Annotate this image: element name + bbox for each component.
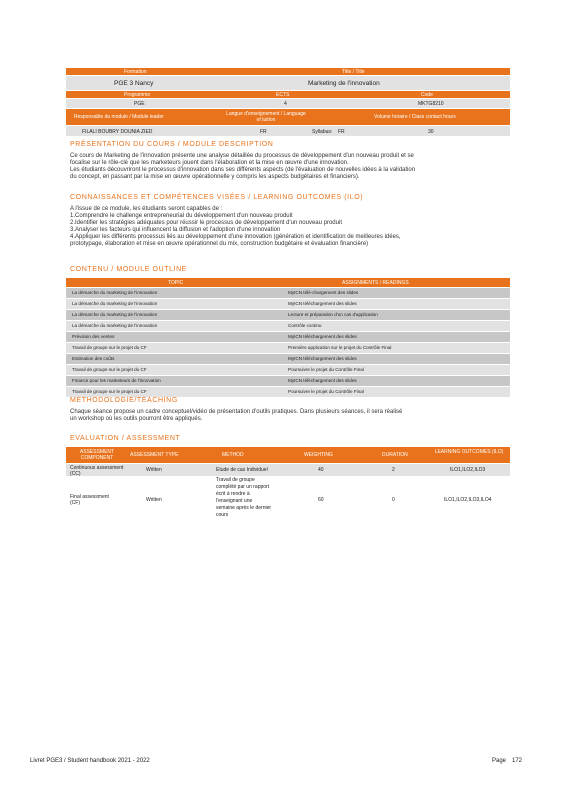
methodology-line: un workshop où les outils pourront être appliqués. <box>70 416 203 422</box>
responsable-value-row <box>66 126 510 136</box>
outline-assignment: MyICN téléchargement des slides <box>288 356 357 361</box>
outcomes-column-header: LEARNING OUTCOMES (ILO) <box>434 449 504 455</box>
presentation-line: Les étudiants découvriront le processus d'innovation dans ses différents aspects (de l'évaluation de nouvelles idées à la validation <box>70 167 416 173</box>
competences-line: A l'issue de ce module, les étudiants seront capables de : <box>70 206 223 212</box>
responsable-value: FILALI BOUBRY DOUNIA ZIED <box>82 129 153 135</box>
method-column-header: METHOD <box>222 452 244 458</box>
weighting-column-header: WEIGHTING <box>304 452 333 458</box>
evaluation-component: Continuous assessment (CC) <box>70 465 124 477</box>
ects-value: 4 <box>284 101 287 107</box>
outline-topic: Travail de groupe sur le projet du CF <box>72 345 147 350</box>
outline-topic: La démarche du marketing de l'innovation <box>72 312 158 317</box>
outline-topic: Estimation des coûts <box>72 356 115 361</box>
assessment-type-column-header: ASSESSMENT TYPE <box>130 452 179 458</box>
outline-row <box>66 299 510 310</box>
presentation-heading: PRÉSENTATION DU COURS / MODULE DESCRIPTION <box>70 141 274 148</box>
outline-row <box>66 376 510 387</box>
evaluation-method: Travail de groupe complété par un rapport écrit à rendre à l'enseignant une semaine après le dernier cours <box>216 477 272 518</box>
ects-label: ECTS <box>276 92 290 98</box>
evaluation-type: Written <box>146 467 162 473</box>
formation-value: PGE 3 Nancy <box>114 80 154 87</box>
evaluation-outcomes: ILO1,ILO2,ILO3 <box>450 467 486 473</box>
responsable-label: Responsable du module / Module leader <box>74 114 164 120</box>
outline-topic: La démarche du marketing de l'innovation <box>72 290 158 295</box>
outline-assignment: MyICN téléchargement des slides <box>288 378 357 383</box>
programme-label-row <box>66 91 510 98</box>
methodology-line: Chaque séance propose un cadre conceptuel/vidéo de présentation d'outils pratiques. Dans plusieurs séances, il sera réalisé <box>70 409 403 415</box>
competences-line: 4.Appliquer les différents processus liés au développement d'une innovation (génération et identification de meilleures idées, <box>70 234 401 240</box>
outline-topic: Prévision des ventes <box>72 334 115 339</box>
title-label: Title / Title <box>342 69 365 75</box>
duration-column-header: DURATION <box>382 452 408 458</box>
assignments-column-header: ASSIGNMENTS / READINGS <box>342 280 409 286</box>
competences-line: 2.Identifier les stratégies adéquates pour réussir le processus de développement d'un nouveau produit <box>70 220 342 226</box>
outline-assignment: Poursuivre le projet du Contrôle Final <box>288 367 364 372</box>
formation-label: Formation <box>124 69 147 75</box>
outline-row <box>66 332 510 343</box>
outline-assignment: Lecture et préparation d'un cas d'application <box>288 312 378 317</box>
header-value-row <box>66 76 510 90</box>
methodology-heading: METHODOLOGIE/TEACHING <box>70 397 178 404</box>
outline-topic: Travail de groupe sur le projet du CF <box>72 389 147 394</box>
competences-line: 3.Analyser les facteurs qui influencent la diffusion et l'adoption d'une innovation <box>70 227 281 233</box>
evaluation-heading: EVALUATION / ASSESSMENT <box>70 435 181 442</box>
language-value: FR <box>260 129 267 135</box>
programme-value: PGE <box>134 101 145 107</box>
outline-row <box>66 321 510 332</box>
competences-line: prototypage, élaboration et mise en œuvre opérationnel du mix, construction budgétaire et évaluation financière) <box>70 241 369 247</box>
header-label-row <box>66 68 510 75</box>
evaluation-type: Written <box>146 497 162 503</box>
outline-topic: Finance pour les marketeurs de l'innovation <box>72 378 161 383</box>
evaluation-header-row <box>66 447 510 463</box>
outline-topic: Travail de groupe sur le projet du CF <box>72 367 147 372</box>
presentation-line: du concept, en passant par la mise en œuvre opérationnelle y compris les aspects budgétaires et financiers). <box>70 174 360 180</box>
outline-assignment: MyICN téléchargement des slides <box>288 301 357 306</box>
language-label: Langue d'enseignement / Language of tuition <box>226 111 306 123</box>
contenu-header-row <box>66 278 510 287</box>
syllabus-label: Syllabus: <box>312 129 333 135</box>
competences-text <box>70 206 510 248</box>
methodology-text <box>70 409 510 423</box>
evaluation-row <box>66 477 510 539</box>
evaluation-weighting: 40 <box>318 467 324 473</box>
competences-line: 1.Comprendre le challenge entrepreneurial du développement d'un nouveau produit <box>70 213 293 219</box>
presentation-line: focalise sur le rôle-clé que les marketeurs jouent dans l'élaboration et la mise en œuvre d'une innovation. <box>70 160 349 166</box>
contenu-heading: CONTENU / MODULE OUTLINE <box>70 266 188 273</box>
outline-assignment: MyICN télé-chargement des slides <box>288 290 359 295</box>
outline-row <box>66 343 510 354</box>
programme-value-row <box>66 99 510 108</box>
evaluation-method: Etude de cas Individuel <box>216 467 268 473</box>
title-value: Marketing de l'innovation <box>308 80 380 87</box>
outline-assignment: MyICN téléchargement des slides <box>288 334 357 339</box>
outline-assignment: Première application sur le projet du Contrôle Final <box>288 345 392 350</box>
topic-column-header: TOPIC <box>168 280 184 286</box>
presentation-text <box>70 153 510 181</box>
footer-page-number: 172 <box>512 758 523 764</box>
outline-assignment: Contrôle continu <box>288 323 322 328</box>
outline-topic: La démarche du marketing de l'innovation <box>72 323 158 328</box>
code-value: MKTG8210 <box>418 101 444 107</box>
outline-topic: La démarche du marketing de l'innovation <box>72 301 158 306</box>
component-column-header: ASSESSMENT COMPONENT <box>79 449 115 461</box>
competences-heading: CONNAISSANCES ET COMPÉTENCES VISÉES / LEARNING OUTCOMES (ILO) <box>70 194 364 201</box>
volume-label: Volume horaire / Class contact hours <box>374 114 456 120</box>
outline-row <box>66 310 510 321</box>
footer-handbook: Livret PGE3 / Student handbook 2021 - 2022 <box>30 758 150 764</box>
outline-row <box>66 365 510 376</box>
code-label: Code <box>421 92 433 98</box>
outline-row <box>66 354 510 365</box>
volume-value: 30 <box>428 129 434 135</box>
responsable-label-row <box>66 109 510 125</box>
outline-row <box>66 288 510 299</box>
footer-page-label: Page <box>492 758 507 764</box>
presentation-line: Ce cours de Marketing de l'innovation présente une analyse détaillée du processus de développement d'un nouveau produit et se <box>70 153 414 159</box>
evaluation-row <box>66 464 510 476</box>
programme-label: Programme <box>124 92 151 98</box>
syllabus-value: FR <box>338 129 345 135</box>
evaluation-component: Final assessment (CF) <box>70 494 109 506</box>
evaluation-duration: 2 <box>392 467 395 473</box>
outline-assignment: Poursuivre le projet du Contrôle Final <box>288 389 364 394</box>
evaluation-outcomes: ILO1,ILO2,ILO3,ILO4 <box>444 497 492 503</box>
evaluation-weighting: 60 <box>318 497 324 503</box>
evaluation-duration: 0 <box>392 497 395 503</box>
